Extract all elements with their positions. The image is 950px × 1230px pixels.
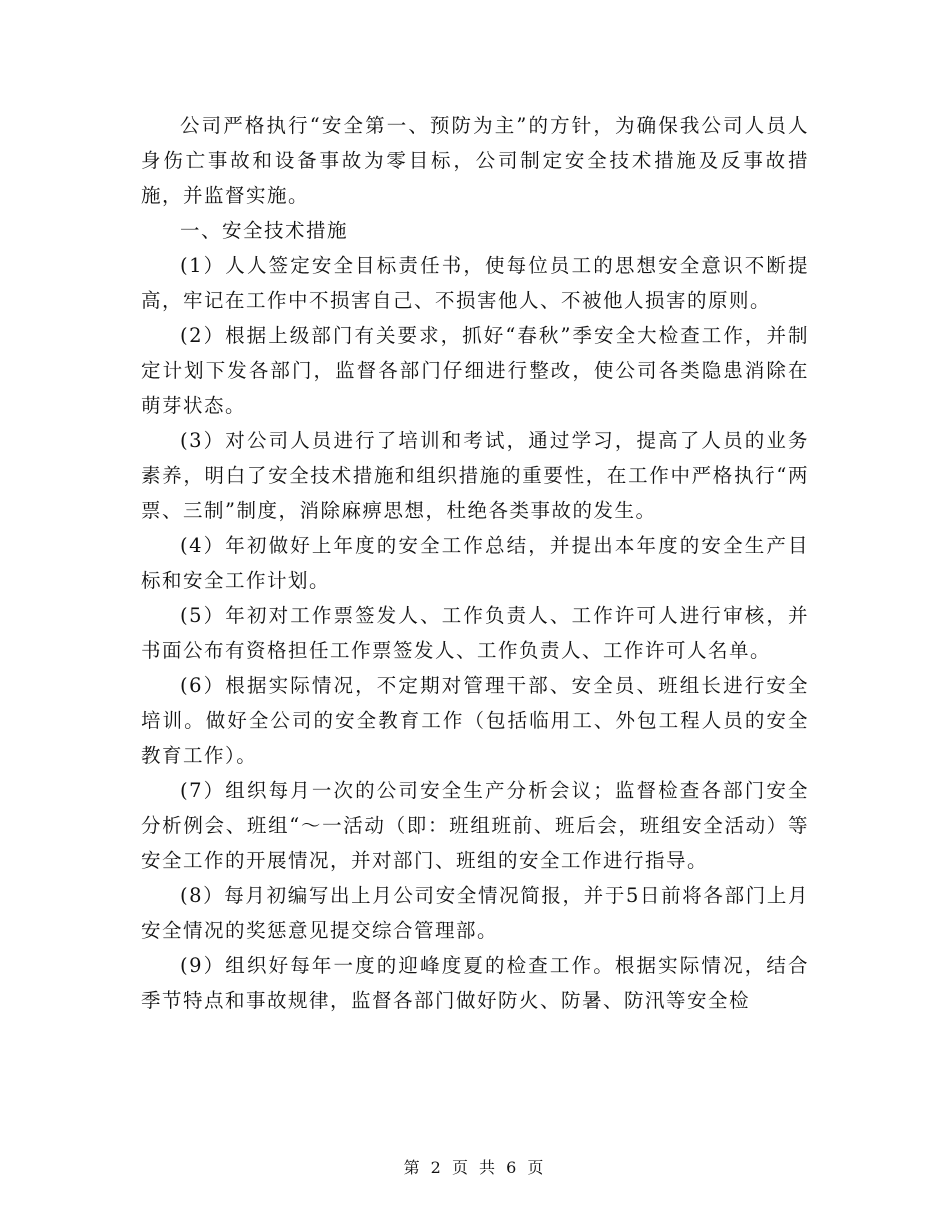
intro-paragraph: 公司严格执行“安全第一、预防为主”的方针，为确保我公司人员人身伤亡事故和设备事故为零目标，公司制定安全技术措施及反事故措施，并监督实施。 — [141, 114, 809, 207]
measure-item-7: (7）组织每月一次的公司安全生产分析会议；监督检查各部门安全分析例会、班组“～一活动（即：班组班前、班后会，班组安全活动）等安全工作的开展情况，并对部门、班组的安全工作进行指导。 — [141, 779, 809, 872]
page-number-footer: 第 2 页 共 6 页 — [403, 1158, 547, 1177]
measure-item-3: (3）对公司人员进行了培训和考试，通过学习，提高了人员的业务素养，明白了安全技术措施和组织措施的重要性，在工作中严格执行“两票、三制”制度，消除麻痹思想，杜绝各类事故的发生。 — [141, 429, 809, 522]
measure-item-5: (5）年初对工作票签发人、工作负责人、工作许可人进行审核，并书面公布有资格担任工作票签发人、工作负责人、工作许可人名单。 — [141, 604, 809, 662]
measure-item-9: (9）组织好每年一度的迎峰度夏的检查工作。根据实际情况，结合季节特点和事故规律，监督各部门做好防火、防暑、防汛等安全检 — [141, 954, 809, 1012]
measure-item-2: (2）根据上级部门有关要求，抓好“春秋”季安全大检查工作，并制定计划下发各部门，监督各部门仔细进行整改，使公司各类隐患消除在萌芽状态。 — [141, 324, 809, 417]
measure-item-6: (6）根据实际情况，不定期对管理干部、安全员、班组长进行安全培训。做好全公司的安全教育工作（包括临用工、外包工程人员的安全教育工作）。 — [141, 674, 809, 767]
document-body — [141, 108, 809, 1018]
section-heading: 一、安全技术措施 — [180, 219, 349, 242]
measure-item-8: (8）每月初编写出上月公司安全情况简报，并于5日前将各部门上月安全情况的奖惩意见提交综合管理部。 — [141, 884, 809, 942]
measure-item-4: (4）年初做好上年度的安全工作总结，并提出本年度的安全生产目标和安全工作计划。 — [141, 534, 809, 592]
measure-item-1: (1）人人签定安全目标责任书，使每位员工的思想安全意识不断提高，牢记在工作中不损害自己、不损害他人、不被他人损害的原则。 — [141, 254, 809, 312]
